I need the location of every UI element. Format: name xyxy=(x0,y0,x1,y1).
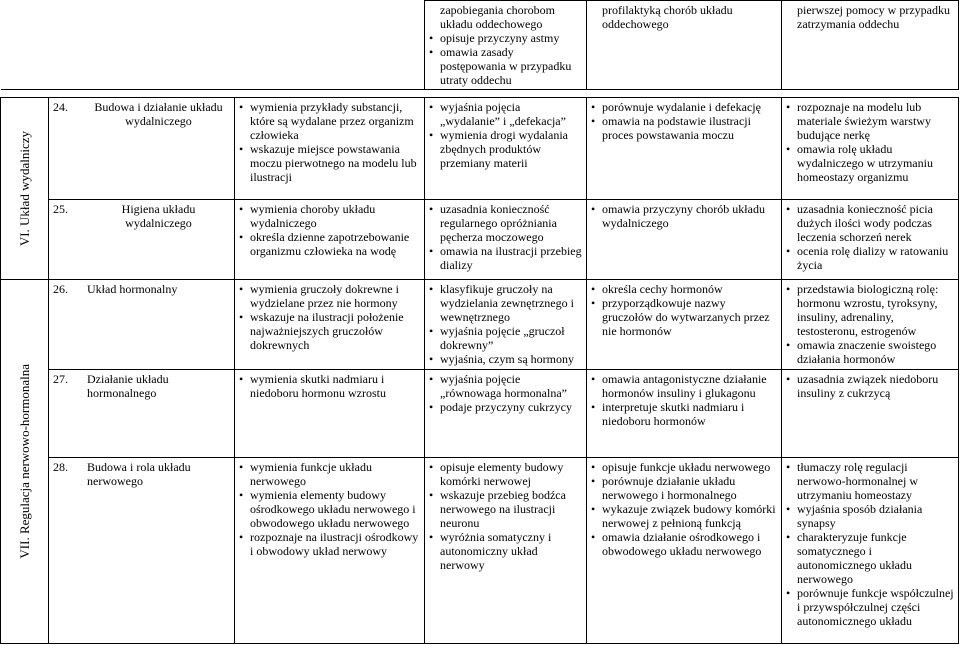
list-item: • interpretuje skutki nadmiaru i niedoboru hormonów xyxy=(591,400,777,428)
list-item: • wskazuje na ilustracji położenie najważniejszych gruczołów dokrewnych xyxy=(239,310,420,352)
topic-cell xyxy=(49,370,235,458)
list-item: • wymienia choroby układu wydalniczego xyxy=(239,202,420,230)
list-item: • porównuje działanie układu nerwowego i hormonalnego xyxy=(591,474,777,502)
cell-c6 xyxy=(782,200,959,280)
list-item: • omawia na podstawie ilustracji proces powstawania moczu xyxy=(591,114,777,142)
lesson-number: 25. xyxy=(53,202,68,216)
table-row xyxy=(1,458,959,644)
list-item: • uzasadnia związek niedoboru insuliny z cukrzycą xyxy=(786,372,954,400)
list-item: • wyróżnia somatyczny i autonomiczny układ nerwowy xyxy=(429,530,582,572)
cell-c5 xyxy=(587,200,782,280)
list-item: • wyjaśnia pojęcia „wydalanie” i „defekacja” xyxy=(429,100,582,128)
section-title-cell xyxy=(1,98,49,280)
list-item: • wskazuje miejsce powstawania moczu pierwotnego na modelu lub ilustracji xyxy=(239,142,420,184)
section-title-cell xyxy=(1,280,49,644)
cell-c3 xyxy=(235,98,425,200)
cell-c6 xyxy=(782,370,959,458)
list-item: • omawia na ilustracji przebieg dializy xyxy=(429,244,582,272)
cell-c5 xyxy=(587,458,782,644)
list-item: • uzasadnia konieczność regularnego opróżniania pęcherza moczowego xyxy=(429,202,582,244)
cell-c5 xyxy=(587,370,782,458)
list-item: • uzasadnia konieczność picia dużych ilości wody podczas leczenia schorzeń nerek xyxy=(786,202,954,244)
lesson-number: 28. xyxy=(53,460,68,474)
list-item: • omawia antagonistyczne działanie hormonów insuliny i glukagonu xyxy=(591,372,777,400)
list-item: • omawia rolę układu wydalniczego w utrzymaniu homeostazy organizmu xyxy=(786,142,954,184)
cell-continuation-c5 xyxy=(587,1,782,90)
cell-c3 xyxy=(235,200,425,280)
list-item: • ocenia rolę dializy w ratowaniu życia xyxy=(786,244,954,272)
list-item: • wyjaśnia, czym są hormony xyxy=(429,352,582,366)
lesson-topic: Działanie układu hormonalnego xyxy=(87,372,169,400)
list-item: • określa dzienne zapotrzebowanie organizmu człowieka na wodę xyxy=(239,230,420,258)
empty-cell xyxy=(1,1,425,90)
lesson-number: 26. xyxy=(53,282,68,296)
list-item: • wymienia gruczoły dokrewne i wydzielane przez nie hormony xyxy=(239,282,420,310)
cell-c3 xyxy=(235,370,425,458)
cell-c4 xyxy=(425,200,587,280)
lesson-topic: Układ hormonalny xyxy=(87,282,178,296)
cell-c3 xyxy=(235,280,425,370)
cell-c3 xyxy=(235,458,425,644)
list-item: • opisuje elementy budowy komórki nerwowej xyxy=(429,460,582,488)
list-item: • wymienia skutki nadmiaru i niedoboru hormonu wzrostu xyxy=(239,372,420,400)
lesson-number: 24. xyxy=(53,100,68,114)
list-item: • omawia działanie ośrodkowego i obwodowego układu nerwowego xyxy=(591,530,777,558)
cell-continuation-c6 xyxy=(782,1,959,90)
list-item: • klasyfikuje gruczoły na wydzielania zewnętrznego i wewnętrznego xyxy=(429,282,582,324)
list-item: • porównuje wydalanie i defekację xyxy=(591,100,777,114)
cell-c4 xyxy=(425,98,587,200)
list-item: zapobiegania chorobom układu oddechowego xyxy=(440,3,555,31)
section-title: VI. Układ wydalniczy xyxy=(16,130,32,247)
cell-c6 xyxy=(782,98,959,200)
cell-c4 xyxy=(425,458,587,644)
list-item: • określa cechy hormonów xyxy=(591,282,777,296)
list-item: • wymienia drogi wydalania zbędnych produktów przemiany materii xyxy=(429,128,582,170)
list-item: • porównuje funkcje współczulnej i przywspółczulnej części autonomicznego układu xyxy=(786,586,954,628)
list-item: • wyjaśnia pojęcie „równowaga hormonalna” xyxy=(429,372,582,400)
cell-c5 xyxy=(587,280,782,370)
list-item: • opisuje przyczyny astmy xyxy=(429,31,582,45)
lesson-topic: Budowa i rola układu nerwowego xyxy=(87,460,191,488)
list-item: • przedstawia biologiczną rolę: hormonu wzrostu, tyroksyny, insuliny, adrenaliny, testosteronu, estrogenów xyxy=(786,282,954,338)
list-item: • opisuje funkcje układu nerwowego xyxy=(591,460,777,474)
list-item: • charakteryzuje funkcje somatycznego i autonomicznego układu nerwowego xyxy=(786,530,954,586)
list-item: • omawia przyczyny chorób układu wydalniczego xyxy=(591,202,777,230)
topic-cell xyxy=(49,98,235,200)
topic-cell xyxy=(49,280,235,370)
lesson-number: 27. xyxy=(53,372,68,386)
topic-cell xyxy=(49,200,235,280)
list-item: • wyjaśnia pojęcie „gruczoł dokrewny” xyxy=(429,324,582,352)
list-item: • rozpoznaje na modelu lub materiale świeżym warstwy budujące nerkę xyxy=(786,100,954,142)
cell-c6 xyxy=(782,458,959,644)
lesson-topic: Higiena układu wydalniczego xyxy=(121,202,196,230)
list-item: • wymienia przykłady substancji, które są wydalane przez organizm człowieka xyxy=(239,100,420,142)
table-row xyxy=(1,200,959,280)
cell-continuation-c4 xyxy=(425,1,587,90)
topic-cell xyxy=(49,458,235,644)
table-row xyxy=(1,1,959,90)
cell-c4 xyxy=(425,280,587,370)
table-row xyxy=(1,370,959,458)
list-item: • wymienia elementy budowy ośrodkowego układu nerwowego i obwodowego układu nerwowego xyxy=(239,488,420,530)
section-title: VII. Regulacja nerwowo-hormonalna xyxy=(16,364,32,559)
list-item: • omawia znaczenie swoistego działania hormonów xyxy=(786,338,954,366)
list-item: • przyporządkowuje nazwy gruczołów do wytwarzanych przez nie hormonów xyxy=(591,296,777,338)
cell-c5 xyxy=(587,98,782,200)
lesson-topic: Budowa i działanie układu wydalniczego xyxy=(94,100,223,128)
list-item: • wyjaśnia sposób działania synapsy xyxy=(786,502,954,530)
list-item: • wymienia funkcje układu nerwowego xyxy=(239,460,420,488)
table-spacer xyxy=(1,90,959,98)
list-item: • podaje przyczyny cukrzycy xyxy=(429,400,582,414)
list-item: profilaktyką chorób układu oddechowego xyxy=(602,3,733,31)
cell-c6 xyxy=(782,280,959,370)
list-item: pierwszej pomocy w przypadku zatrzymania oddechu xyxy=(797,3,950,31)
table-row xyxy=(1,98,959,200)
list-item: • tłumaczy rolę regulacji nerwowo-hormonalnej w utrzymaniu homeostazy xyxy=(786,460,954,502)
cell-c4 xyxy=(425,370,587,458)
list-item: • rozpoznaje na ilustracji ośrodkowy i obwodowy układ nerwowy xyxy=(239,530,420,558)
list-item: • wskazuje przebieg bodźca nerwowego na ilustracji neuronu xyxy=(429,488,582,530)
list-item: • omawia zasady postępowania w przypadku utraty oddechu xyxy=(429,45,582,87)
list-item: • wykazuje związek budowy komórki nerwowej z pełnioną funkcją xyxy=(591,502,777,530)
table-row xyxy=(1,280,959,370)
